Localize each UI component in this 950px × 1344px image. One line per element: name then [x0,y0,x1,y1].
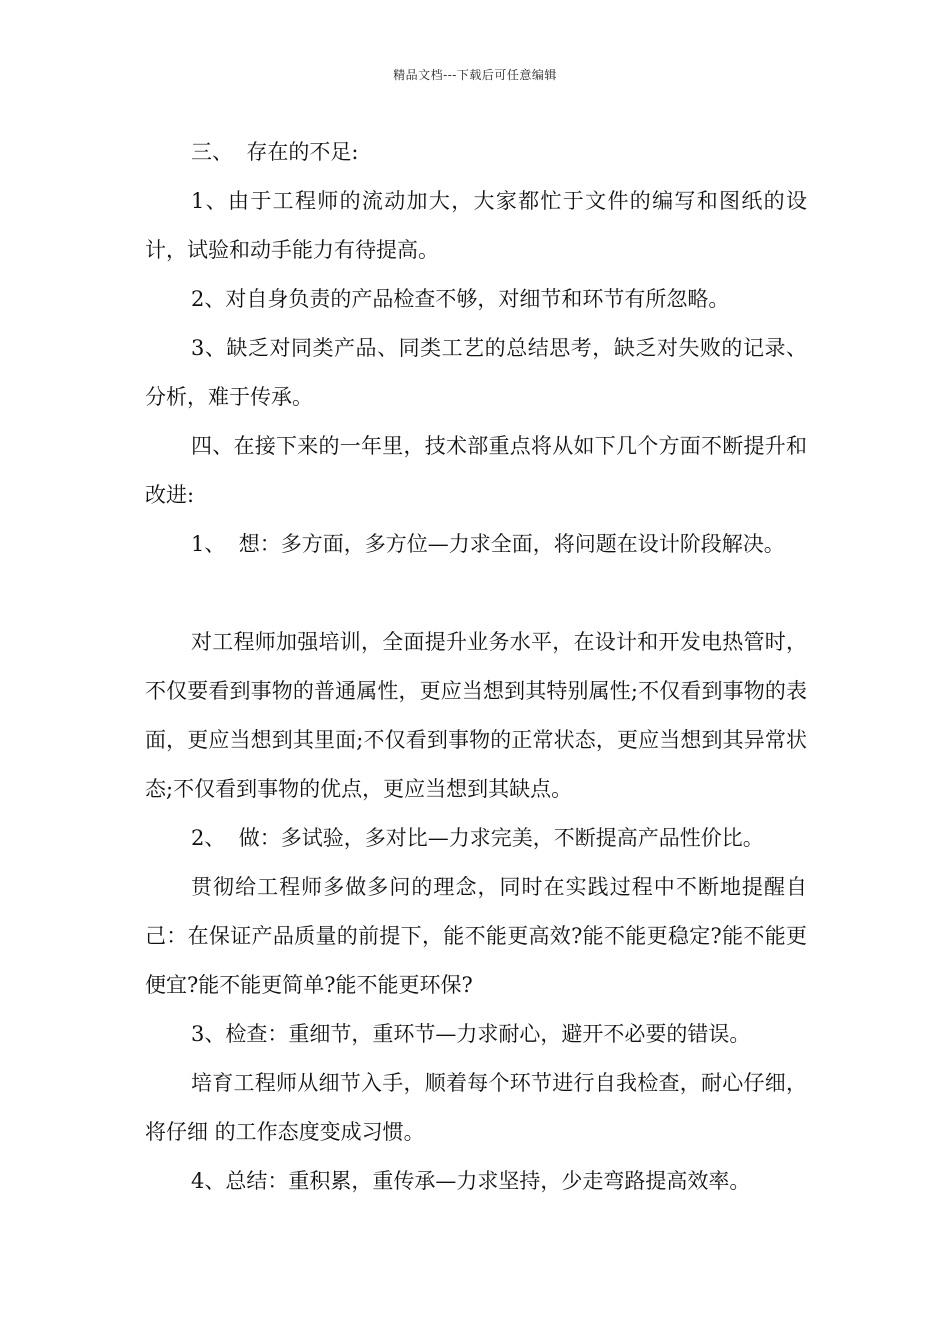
improvement-item-4-title: 4、总结：重积累，重传承—力求坚持，少走弯路提高效率。 [191,1169,751,1193]
document-body [145,128,807,1206]
improvement-item-3-title: 3、检查：重细节，重环节—力求耐心，避开不必要的错误。 [191,1022,751,1046]
improvement-item-3-body: 培育工程师从细节入手，顺着每个环节进行自我检查，耐心仔细，将仔细 的工作态度变成习惯。 [145,1071,807,1144]
shortcoming-item-1: 1、由于工程师的流动加大，大家都忙于文件的编写和图纸的设计，试验和动手能力有待提高。 [145,189,807,262]
improvement-item-1-title: 1、 想：多方面，多方位—力求全面，将问题在设计阶段解决。 [191,532,785,556]
improvement-item-2-title: 2、 做：多试验，多对比—力求完美，不断提高产品性价比。 [191,826,764,850]
shortcoming-item-2: 2、对自身负责的产品检查不够，对细节和环节有所忽略。 [191,287,730,311]
improvement-item-2-body: 贯彻给工程师多做多问的理念，同时在实践过程中不断地提醒自己：在保证产品质量的前提下，能不能更高效?能不能更稳定?能不能更便宜?能不能更简单?能不能更环保? [145,875,807,997]
improvement-item-1-body: 对工程师加强培训，全面提升业务水平，在设计和开发电热管时，不仅要看到事物的普通属性，更应当想到其特别属性;不仅看到事物的表面，更应当想到其里面;不仅看到事物的正常状态，更应当想到其异常状态;不仅看到事物的优点，更应当想到其缺点。 [145,630,807,801]
shortcoming-item-3: 3、缺乏对同类产品、同类工艺的总结思考，缺乏对失败的记录、分析，难于传承。 [145,336,807,409]
section-heading-improvements: 四、在接下来的一年里，技术部重点将从如下几个方面不断提升和改进: [145,434,807,507]
page-header: 精品文档---下载后可任意编辑 [393,68,557,82]
section-heading-shortcomings: 三、 存在的不足: [191,140,359,164]
paragraph-gap [145,569,807,618]
